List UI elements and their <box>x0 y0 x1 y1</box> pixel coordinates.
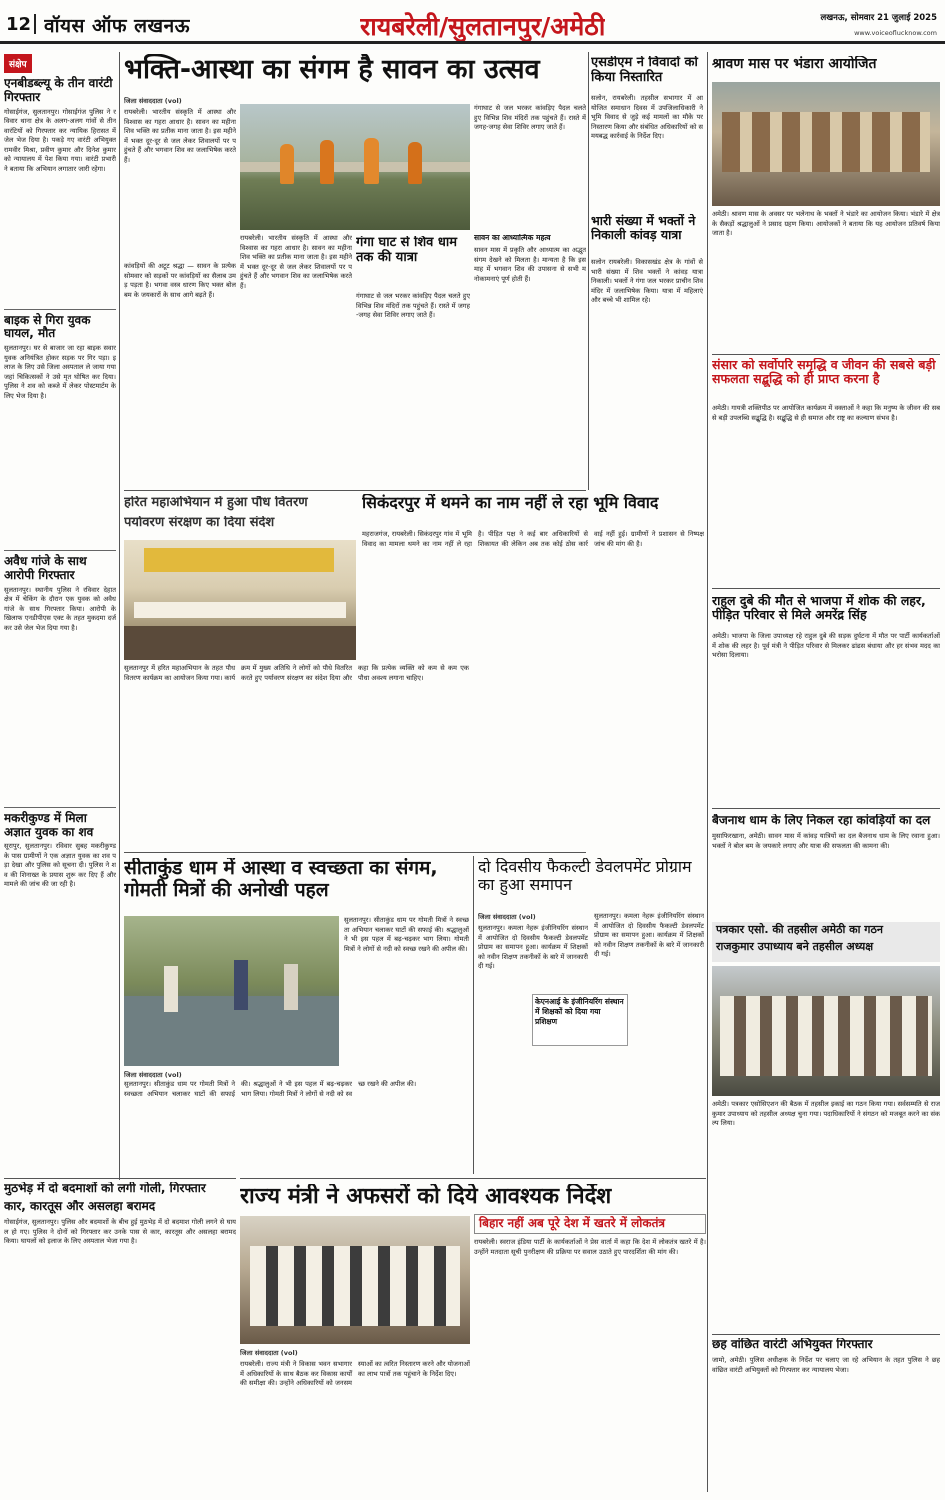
brief-tag: संक्षेप <box>4 54 32 73</box>
photo-stage-table <box>134 602 346 618</box>
bhandara-bottom-rule <box>712 354 940 355</box>
plantation-bottom-rule <box>124 852 586 853</box>
lead-body-1: रायबरेली। भारतीय संस्कृति में आस्था और विश्वास का गहरा आधार है। सावन का महीना शिव भक्ति का प्रतीक माना जाता है। इस महीने में भक्त दूर-दूर से जल लेकर शिवालयों पर पहुंचते हैं और भगवान शिव का जलाभिषेक करते हैं। <box>124 108 236 164</box>
sdm-body: सलोन, रायबरेली। तहसील सभागार में आयोजित समाधान दिवस में उपजिलाधिकारी ने भूमि विवाद से जुड़े कई मामलों का मौके पर निस्तारण किया और संबंधित अधिकारियों को समयबद्ध कार्रवाई के निर्देश दिए। <box>591 94 703 140</box>
bhandara-photo <box>712 82 940 206</box>
minister-headline: राज्य मंत्री ने अफसरों को दिये आवश्यक निर्देश <box>240 1184 612 1209</box>
rahul-headline: राहुल दुबे की मौत से भाजपा में शोक की लहर, पीड़ित परिवार से मिले अमरेंद्र सिंह <box>712 594 926 623</box>
right-column-divider <box>707 52 708 1492</box>
sitakund-byline: जिला संवाददाता (vol) <box>124 1071 182 1079</box>
photo-water <box>124 996 339 1066</box>
fdp-body-1: सुलतानपुर। कमला नेहरू इंजीनियरिंग संस्थान में आयोजित दो दिवसीय फैकल्टी डेवलपमेंट प्रोग्राम का समापन हुआ। कार्यक्रम में शिक्षकों को नवीन शिक्षण तकनीकों के बारे में जानकारी दी गई। <box>478 924 588 970</box>
minister-top-rule <box>240 1178 706 1179</box>
lead-photo-kanwariya <box>240 104 470 230</box>
kanwar-headline: भारी संख्या में भक्तों ने निकाली कांवड़ यात्रा <box>591 214 696 243</box>
lead-bottom-rule <box>124 490 586 491</box>
encounter-top-rule <box>4 1178 236 1179</box>
sitakund-body: सुलतानपुर। सीताकुंड धाम पर गोमती मित्रों ने स्वच्छता अभियान चलाकर घाटों की सफाई की। श्रद्धालुओं ने भी इस पहल में बढ़-चढ़कर भाग लिया। गोमती मित्रों ने लोगों से नदी को स्वच्छ रखने की अपील की। <box>124 1080 417 1098</box>
bihar-headline: बिहार नहीं अब पूरे देश में खतरे में लोकतंत्र <box>479 1216 666 1230</box>
left-story-3 <box>4 550 116 801</box>
fdp-pullquote <box>532 994 628 1046</box>
minister-body: रायबरेली। राज्य मंत्री ने विकास भवन सभागार में अधिकारियों के साथ बैठक कर विकास कार्यों की समीक्षा की। उन्होंने अधिकारियों को जनसमस्याओं का त्वरित निस्तारण करने और योजनाओं का लाभ पात्रों तक पहुंचाने के निर्देश दिए। <box>240 1360 470 1387</box>
photo-officials <box>250 1246 460 1326</box>
left-story-3-body: सुलतानपुर। स्थानीय पुलिस ने रविवार देहात क्षेत्र में चेकिंग के दौरान एक युवक को अवैध गांजे के साथ गिरफ्तार किया। आरोपी के खिलाफ एनडीपीएस एक्ट के तहत मुकदमा दर्ज कर उसे जेल भेज दिया गया है। <box>4 585 116 632</box>
lead-body-2: कांवड़ियों की अटूट श्रद्धा — सावन के प्रत्येक सोमवार को सड़कों पर कांवड़ियों का सैलाब उमड़ पड़ता है। भगवा वस्त्र धारण किए भक्त बोल बम के जयकारों के साथ आगे बढ़ते हैं। <box>124 262 236 299</box>
minister-byline: जिला संवाददाता (vol) <box>240 1349 298 1357</box>
left-story-1-head: एनबीडब्ल्यू के तीन वारंटी गिरफ्तार <box>4 76 113 104</box>
sansar-headline: संसार को सर्वोपरि समृद्धि व जीवन की सबसे बड़ी सफलता सद्बुद्धि को ही प्राप्त करना है <box>712 358 936 387</box>
chhah-body: जामो, अमेठी। पुलिस अधीक्षक के निर्देश पर चलाए जा रहे अभियान के तहत पुलिस ने छह वांछित वारंटी अभियुक्तों को गिरफ्तार कर न्यायालय भेजा। <box>712 1356 940 1374</box>
rahul-bottom-rule <box>712 808 940 809</box>
paper-name: वॉयस ऑफ लखनऊ <box>44 15 191 37</box>
fdp-pullquote-text: केएनआई के इंजीनियरिंग संस्थान में शिक्षकों को दिया गया प्रशिक्षण <box>535 997 624 1026</box>
plantation-headline-2: पर्यावरण संरक्षण का दिया संदेश <box>124 516 275 530</box>
photo-volunteer-1 <box>164 966 178 1012</box>
photo-pilgrim-1 <box>280 144 294 184</box>
left-story-3-head: अवैध गांजे के साथ आरोपी गिरफ्तार <box>4 554 87 582</box>
encounter-headline-2: कार, कारतूस और असलहा बरामद <box>4 1200 156 1213</box>
plantation-body: सुलतानपुर में हरित महाअभियान के तहत पौध वितरण कार्यक्रम का आयोजन किया गया। कार्यक्रम में मुख्य अतिथि ने लोगों को पौधे वितरित करते हुए पर्यावरण संरक्षण का संदेश दिया और कहा कि प्रत्येक व्यक्ति को कम से कम एक पौधा अवश्य लगाना चाहिए। <box>124 664 469 682</box>
lead-body-6: गंगाघाट से जल भरकर कांवड़िए पैदल चलते हुए विभिन्न शिव मंदिरों तक पहुंचते हैं। रास्ते में जगह-जगह सेवा शिविर लगाए जाते हैं। <box>474 104 586 131</box>
fdp-headline: दो दिवसीय फैकल्टी डेवलपमेंट प्रोग्राम का हुआ समापन <box>478 858 692 895</box>
page-number: 12 <box>6 14 32 35</box>
chhah-headline: छह वांछित वारंटी अभियुक्त गिरफ्तार <box>712 1338 873 1351</box>
sansar-bottom-rule <box>712 588 940 589</box>
bhandara-body: अमेठी। श्रावण मास के अवसर पर भलेनाथ के भक्तों ने भंडारे का आयोजन किया। भंडारे में क्षेत्र के सैकड़ों श्रद्धालुओं ने प्रसाद ग्रहण किया। आयोजकों ने बताया कि यह आयोजन प्रतिवर्ष किया जाता है। <box>712 210 940 237</box>
minister-photo <box>240 1216 470 1344</box>
section-title: रायबरेली/सुलतानपुर/अमेठी <box>360 12 606 41</box>
left-story-2-head: बाइक से गिरा युवक घायल, मौत <box>4 312 91 341</box>
sansar-body: अमेठी। गायत्री शक्तिपीठ पर आयोजित कार्यक्रम में वक्ताओं ने कहा कि मनुष्य के जीवन की सबसे बड़ी उपलब्धि सद्बुद्धि है। सद्बुद्धि से ही समाज और राष्ट्र का कल्याण संभव है। <box>712 404 940 422</box>
plantation-headline-1: हरित महाअभियान में हुआ पौध वितरण <box>124 496 308 510</box>
lead-body-4: गंगाघाट से जल भरकर कांवड़िए पैदल चलते हुए विभिन्न शिव मंदिरों तक पहुंचते हैं। रास्ते में जगह-जगह सेवा शिविर लगाए जाते हैं। <box>356 292 470 319</box>
lead-subhead-spiritual: सावन का आध्यात्मिक महत्व <box>474 234 551 242</box>
lead-byline: जिला संवाददाता (vol) <box>124 97 182 105</box>
fdp-body-2: सुलतानपुर। कमला नेहरू इंजीनियरिंग संस्थान में आयोजित दो दिवसीय फैकल्टी डेवलपमेंट प्रोग्राम का समापन हुआ। कार्यक्रम में शिक्षकों को नवीन शिक्षण तकनीकों के बारे में जानकारी दी गई। <box>594 912 704 958</box>
journalist-body: अमेठी। पत्रकार एसोसिएशन की बैठक में तहसील इकाई का गठन किया गया। सर्वसम्मति से राजकुमार उपाध्याय को तहसील अध्यक्ष चुना गया। पदाधिकारियों ने संगठन को मजबूत करने का संकल्प लिया। <box>712 1100 940 1127</box>
baijnath-headline: बैजनाथ धाम के लिए निकल रहा कांवड़ियों का दल <box>712 814 931 827</box>
left-story-2 <box>4 309 116 545</box>
dateline: लखनऊ, सोमवार 21 जुलाई 2025 <box>820 13 937 23</box>
left-column-divider <box>119 52 120 1180</box>
left-story-1 <box>4 77 116 303</box>
sikandarpur-headline: सिकंदरपुर में थमने का नाम नहीं ले रहा भूमि विवाद <box>362 494 659 512</box>
photo-group <box>720 996 932 1076</box>
sitakund-fdp-divider <box>473 856 474 1174</box>
lead-body-3-text: रायबरेली। भारतीय संस्कृति में आस्था और विश्वास का गहरा आधार है। सावन का महीना शिव भक्ति का प्रतीक माना जाता है। इस महीने में भक्त दूर-दूर से जल लेकर शिवालयों पर पहुंचते हैं और भगवान शिव का जलाभिषेक करते हैं। <box>240 234 352 290</box>
bihar-box <box>474 1214 706 1234</box>
baijnath-body: मुसाफिरखाना, अमेठी। सावन मास में कांवड़ यात्रियों का दल बैजनाथ धाम के लिए रवाना हुआ। भक्तों ने बोल बम के जयकारे लगाए और यात्रा की सफलता की कामना की। <box>712 832 940 850</box>
encounter-body: गोसाईगंज, सुलतानपुर। पुलिस और बदमाशों के बीच हुई मुठभेड़ में दो बदमाश गोली लगने से घायल हो गए। पुलिस ने दोनों को गिरफ्तार कर उनके पास से कार, कारतूस और असलहा बरामद किया। घायलों को इलाज के लिए अस्पताल भेजा गया है। <box>4 1218 236 1245</box>
photo-pilgrim-3 <box>364 138 379 184</box>
photo-crowd <box>124 626 356 660</box>
journalist-bottom-rule <box>712 1334 940 1335</box>
photo-bridge <box>240 162 470 172</box>
left-story-1-body: गोसाईगंज, सुलतानपुर। गोसाईगंज पुलिस ने रविवार थाना क्षेत्र के अलग-अलग गांवों से तीन वारंटियों को गिरफ्तार कर न्यायिक हिरासत में जेल भेज दिया है। पकड़े गए वारंटी अभियुक्त रामवीर मिश्रा, प्रवीण कुमार और दिनेश कुमार को न्यायालय में पेश किया गया। वारंटी प्रभारी ने बताया कि अभियान लगातार जारी रहेगा। <box>4 107 116 173</box>
lead-body-5: सावन मास में प्रकृति और आध्यात्म का अद्भुत संगम देखने को मिलता है। मान्यता है कि इस माह में भगवान शिव की उपासना से सभी मनोकामनाएं पूर्ण होती हैं। <box>474 246 586 283</box>
sikandarpur-body: महराजगंज, रायबरेली। सिकंदरपुर गांव में भूमि विवाद का मामला थमने का नाम नहीं ले रहा है। पीड़ित पक्ष ने कई बार अधिकारियों से शिकायत की लेकिन अब तक कोई ठोस कार्रवाई नहीं हुई। ग्रामीणों ने प्रशासन से निष्पक्ष जांच की मांग की है। <box>362 530 704 548</box>
left-story-4 <box>4 807 116 1093</box>
left-story-4-body: सूरापुर, सुलतानपुर। रविवार सुबह मकरीकुण्ड के पास ग्रामीणों ने एक अज्ञात युवक का शव पड़ा देखा और पुलिस को सूचना दी। पुलिस ने शव की शिनाख्त के प्रयास शुरू कर दिए हैं और मामले की जांच की जा रही है। <box>4 842 116 889</box>
journalist-photo <box>712 966 940 1096</box>
photo-pilgrim-2 <box>320 140 334 184</box>
photo-volunteer-3 <box>284 964 298 1010</box>
website: www.voiceoflucknow.com <box>854 29 937 37</box>
fdp-byline: जिला संवाददाता (vol) <box>478 913 536 921</box>
page-number-divider <box>34 14 36 34</box>
sitakund-body-side: सुलतानपुर। सीताकुंड धाम पर गोमती मित्रों ने स्वच्छता अभियान चलाकर घाटों की सफाई की। श्रद्धालुओं ने भी इस पहल में बढ़-चढ़कर भाग लिया। गोमती मित्रों ने लोगों से नदी को स्वच्छ रखने की अपील की। <box>344 916 469 953</box>
sitakund-headline: सीताकुंड धाम में आस्था व स्वच्छता का संगम, गोमती मित्रों की अनोखी पहल <box>124 858 438 901</box>
journalist-headline-1: पत्रकार एसो. की तहसील अमेठी का गठन <box>716 923 883 936</box>
bhandara-headline: श्रावण मास पर भंडारा आयोजित <box>712 56 877 72</box>
photo-people-row <box>722 112 930 172</box>
photo-volunteer-2 <box>234 960 248 1010</box>
left-story-2-body: सुलतानपुर। घर से बाजार जा रहा बाइक सवार युवक अनियंत्रित होकर सड़क पर गिर पड़ा। इलाज के लिए उसे जिला अस्पताल ले जाया गया जहां चिकित्सकों ने उसे मृत घोषित कर दिया। पुलिस ने शव को कब्जे में लेकर पोस्टमार्टम के लिए भेज दिया है। <box>4 344 116 400</box>
col4-divider <box>588 52 589 490</box>
sitakund-photo <box>124 916 339 1066</box>
sdm-headline: एसडीएम ने विवादों को किया निस्तारित <box>591 56 698 85</box>
plantation-photo <box>124 540 356 660</box>
lead-subhead-ganga: गंगा घाट से शिव धाम तक की यात्रा <box>356 236 458 265</box>
left-story-4-head: मकरीकुण्ड में मिला अज्ञात युवक का शव <box>4 810 94 839</box>
kanwar-body: सलोन रायबरेली। विकासखंड क्षेत्र के गांवों से भारी संख्या में शिव भक्तों ने कांवड़ यात्रा निकाली। भक्तों ने गंगा जल भरकर प्राचीन शिव मंदिर में जलाभिषेक किया। यात्रा में महिलाएं और बच्चे भी शामिल रहे। <box>591 258 703 304</box>
bihar-body: रायबरेली। स्वराज इंडिया पार्टी के कार्यकर्ताओं ने प्रेस वार्ता में कहा कि देश में लोकतंत्र खतरे में है। उन्होंने मतदाता सूची पुनरीक्षण की प्रक्रिया पर सवाल उठाते हुए पारदर्शिता की मांग की। <box>474 1238 706 1256</box>
masthead <box>0 0 945 44</box>
lead-headline: भक्ति-आस्था का संगम है सावन का उत्सव <box>124 54 540 85</box>
photo-pilgrim-4 <box>408 142 422 184</box>
photo-banner <box>144 548 334 572</box>
journalist-headline-2: राजकुमार उपाध्याय बने तहसील अध्यक्ष <box>716 939 874 953</box>
encounter-headline-1: मुठभेड़ में दो बदमाशों को लगी गोली, गिरफ्तार <box>4 1182 206 1195</box>
journalist-box <box>712 922 940 962</box>
rahul-body: अमेठी। भाजपा के जिला उपाध्यक्ष रहे राहुल दुबे की सड़क दुर्घटना में मौत पर पार्टी कार्यकर्ताओं में शोक की लहर है। पूर्व मंत्री ने पीड़ित परिवार से मिलकर ढांढस बंधाया और हर संभव मदद का भरोसा दिलाया। <box>712 632 940 659</box>
left-column <box>4 52 116 1180</box>
